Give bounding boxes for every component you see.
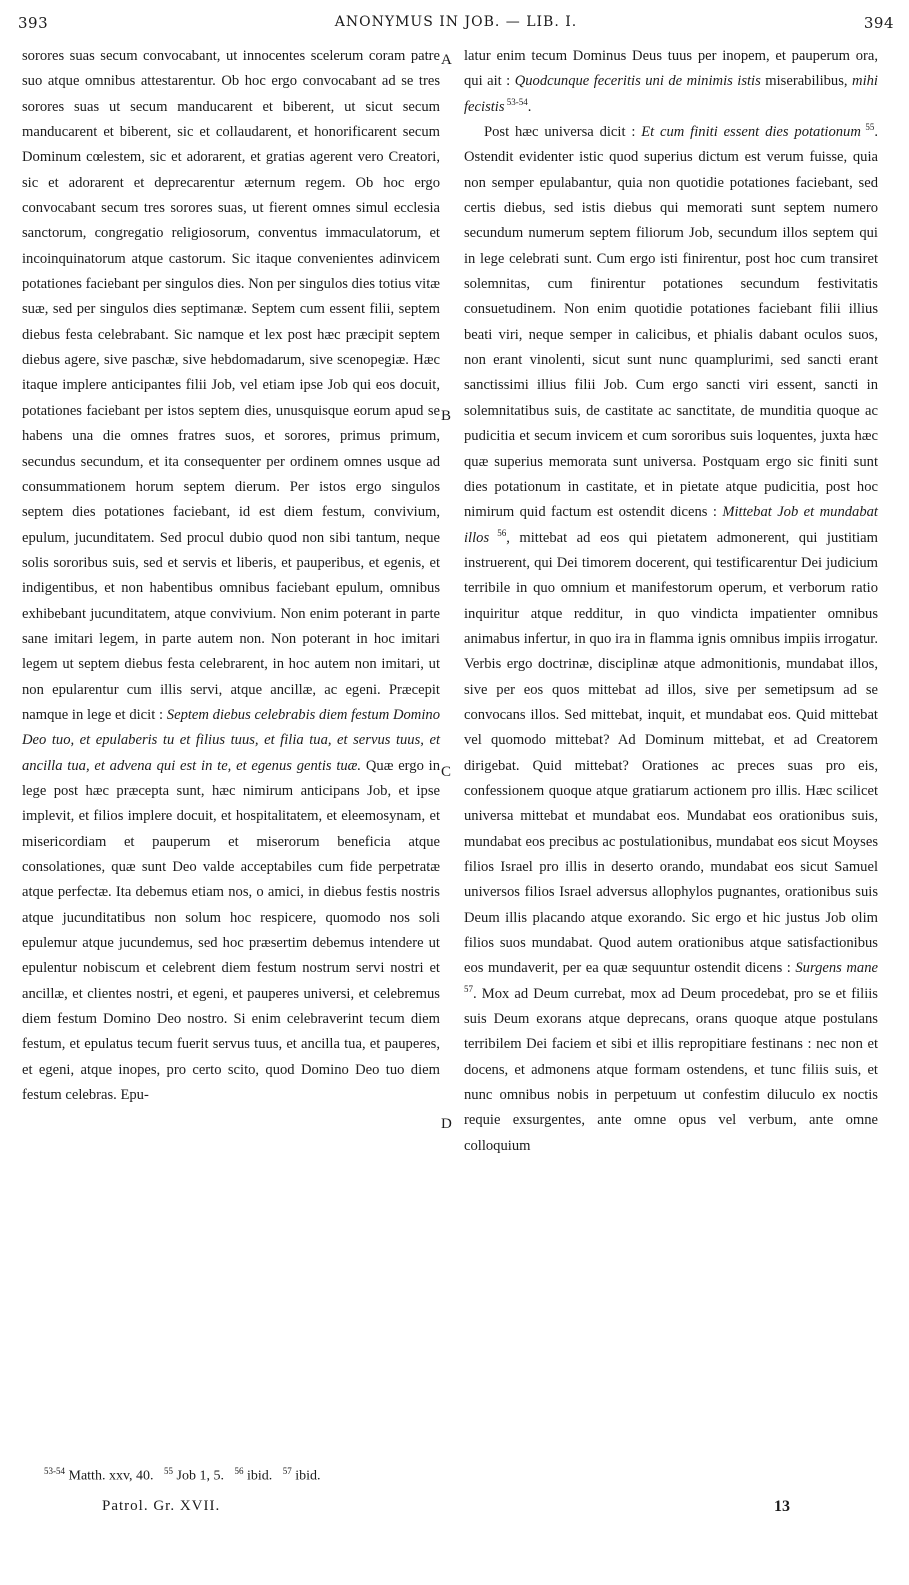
margin-letter-d: D: [441, 1116, 452, 1132]
left-text-continued: Quæ ergo in lege post hæc præcepta sunt, hæc nimirum anticipans Job, et ipse implevit, et filios implere docuit, et hospitalitatem, et eleemosynam, et misericordiam et pauperum et miserorum beneficia atque consolationes, quæ sunt Deo valde acceptabiles cum fide perpetratæ atque perfectæ. Ita debemus etiam nos, o amici, in diebus festis nostris atque jucunditatibus non solum hoc respicere, quomodo nos soli epulemur atque jucundemus, sed hoc præsertim debemus intendere ut epulentur nobiscum et celebrent diem festum nostrum servi nostri et ancillæ, et clientes nostri, et egeni, et pauperes universi, et celebremus diem festum Domino Deo nostro. Si enim celebraverint tecum diem festum, et epulatus tecum fuerit servus tuus, et ancilla tua, et pauperes, et egeni, atque inopes, pro certo scito, quod Domino Deo tuo diem festum celebras. Epu-: [22, 757, 440, 1104]
right-paragraph-2: [464, 120, 878, 1159]
footnotes: [44, 1466, 321, 1485]
scripture-quote: Surgens mane: [795, 960, 878, 977]
footnote-mark: 55: [164, 1466, 174, 1476]
right-text: . Mox ad Deum currebat, mox ad Deum procedebat, pro se et filiis suis Deum exorans atque deprecans, orans quoque atque postulans terribilem Dei faciem et sibi et illis repropitiare festinans : nec non et docens, et admonens atque formam ostendens, et tunc filiis suis, et nunc omnibus nobis in perpetuum ut confestim diluculo ex noctis requie exsurgentes, ante omne opus vel verbum, ante omne colloquium: [464, 985, 878, 1154]
running-title: ANONYMUS IN JOB. — LIB. I.: [334, 14, 578, 30]
scripture-quote: mihi fecistis: [464, 73, 878, 115]
footnote-ref: 53-54: [504, 96, 528, 107]
page-number-left: 393: [18, 14, 49, 32]
scripture-quote: Mittebat Job et mundabat illos: [464, 504, 878, 546]
scripture-quote: Quodcunque feceritis uni de minimis istis: [514, 73, 761, 90]
footnote-text: Job 1, 5.: [173, 1468, 224, 1484]
footnote-ref: 55: [860, 122, 875, 133]
right-text: latur enim tecum Dominus Deus tuus per inopem, et pauperum ora, qui ait :: [464, 48, 878, 90]
margin-letter-b: B: [441, 408, 452, 424]
scripture-quote: Et cum finiti essent dies potationum: [641, 124, 861, 141]
series-footer: Patrol. Gr. XVII.: [102, 1498, 221, 1514]
footnote-mark: 53-54: [44, 1466, 65, 1476]
page-header: [18, 14, 894, 38]
left-column: [22, 44, 440, 1108]
footnote-text: ibid.: [291, 1468, 321, 1484]
left-text: sorores suas secum convocabant, ut innocentes scelerum coram patre suo atque omnibus attestarentur. Ob hoc ergo convocabant ad se tres sorores suas ut secum manducarent et biberent, ut sicut secum manducarent et biberent, sic et collaudarent, et honorificarent secum Dominum cœlestem, sic et adorarent, et gratias agerent vero Creatori, sic et adorarent et deprecarentur æternum regem. Ob hoc ergo convocabant secum tres sorores suas, ut fierent omnes simul ecclesia sanctorum, congregatio religiosorum, conventus immaculatorum, et incoinquinatorum atque castorum. Sic itaque convenientes adinvicem potationes faciebant per singulos dies. Non per singulos dies totius vitæ suæ, sed per singulos dies septimanæ. Septem cum essent filii, septem diebus festa celebrabant. Sic namque et lex post hæc præcipit septem diebus agere, sive paschæ, sive hebdomadarum, sive scenopegiæ. Hæc itaque implere anticipantes filii Job, vel etiam ipse Job qui eos docuit, potationes faciebant per istos septem dies, unusquisque eorum apud se habens una die omnes fratres suos, et sorores, primus primum, secundus secundum, et ita consequenter per ordinem omnes usque ad consummationem horum septem dierum. Per istos ergo singulos septem dies potationes faciebant, id est diem festum, convivium, epulum, jucunditatem. Sed procul dubio quod non sibi tantum, neque solis sororibus suis, sed et servis et liberis, et pauperibus, et egenis, et indigentibus, et non habentibus omnibus faciebant epulum, omnibus exhibebant jucunditatem, atque convivium. Non enim poterant in parte sane imitari legem, in parte autem non. Non poterant in hoc imitari legem ut septem diebus festa celebrarent, in hoc autem non imitari, ut non epularentur cum illis servi, atque ancillæ, ac egeni. Præcepit namque in lege et dicit :: [22, 48, 440, 723]
page-number-right: 394: [863, 14, 894, 32]
right-paragraph-1: [464, 44, 878, 120]
right-text: . Ostendit evidenter istic quod superius dictum est verum fuisse, quia non semper epulabantur, quia non quotidie potationes faciebant, sed certis diebus, sed istis diebus qui memorati sunt septem numero secundum numerum septem filiorum Job, secundum illos septem qui in lege celebrati sunt. Cum ergo isti finirentur, post hoc cum transiret solemnitas, cum finirentur potationes secundum festivitatis consuetudinem. Non enim quotidie potationes faciebant filii illius beati viri, neque semper in calicibus, et phialis dabant oculos suos, non erant vinolenti, sicut sunt nunc quamplurimi, sed sancti erant sanctissimi illius filii Job. Cum ergo sancti viri essent, sancti in solemnitatibus suis, de castitate ac sanctitate, de munditia quoque ac pudicitia et secum invicem et cum sororibus suis loquentes, juxta hæc quæ superius memorata sunt universa. Postquam ergo sic finiti sunt dies potationum in castitate, et in pietate atque pudicitia, post hoc nimirum quid factum est ostendit dicens :: [464, 124, 878, 521]
right-column: [464, 44, 878, 1159]
scripture-quote: Septem diebus celebrabis diem festum Domino Deo tuo, et epulaberis tu et filius tuus, et filia tua, et servus tuus, et ancilla tua, et advena qui est in te, et egenus gentis tuæ.: [22, 706, 440, 774]
footnote-ref: 57: [464, 983, 473, 994]
footnote-text: ibid.: [243, 1468, 273, 1484]
right-text: Post hæc universa dicit :: [484, 124, 642, 141]
right-text: miserabilibus,: [760, 73, 853, 90]
footnote-ref: 56: [489, 527, 507, 538]
left-paragraph: [22, 44, 440, 1108]
footnote-mark: 57: [282, 1466, 292, 1476]
footnote-mark: 56: [234, 1466, 244, 1476]
right-text: , mittebat ad eos qui pietatem admonerent, qui justitiam instruerent, qui Dei timorem docerent, qui testificarentur Dei judicium terribile in quo omnium et manifestorum operum, et verborum ratio inquiritur atque redditur, in quo vindicta impatienter omnibus animabus infertur, in quo ira in flamma ignis omnibus impiis irrogatur. Verbis ergo doctrinæ, disciplinæ atque admonitionis, mundabat illos, sive per eos quos mittebat ad illos, sive per semetipsum ad se convocans illos. Sed mittebat, inquit, et mundabat eos. Quid mittebat vel quomodo mittebat? Ad Dominum mittebat, et ad Creatorem dirigebat. Quid mittebat? Orationes ac preces suas pro eis, confessionem quoque atque gratiarum actionem pro illis. Hæc scilicet universa mittebat et mundabat eos. Mundabat eos orationibus suis, mundabat eos precibus ac postulationibus, mundabat eos sicut Moyses filios Israel pro illis in deserto orando, mundabat eos sicut Samuel universos filios Israel adversus allophylos pugnantes, orationibus suis Deum illis placando atque exorando. Sic ergo et hic justus Job olim filios suos mundabat. Quod autem orationibus atque satisfactionibus eos mundaverit, per ea quæ sequuntur ostendit dicens :: [464, 529, 878, 977]
margin-letter-c: C: [441, 764, 452, 780]
margin-letter-a: A: [441, 52, 452, 68]
right-text: .: [527, 98, 532, 115]
footnote-text: Matth. xxv, 40.: [65, 1468, 154, 1484]
signature-mark: 13: [774, 1498, 790, 1515]
